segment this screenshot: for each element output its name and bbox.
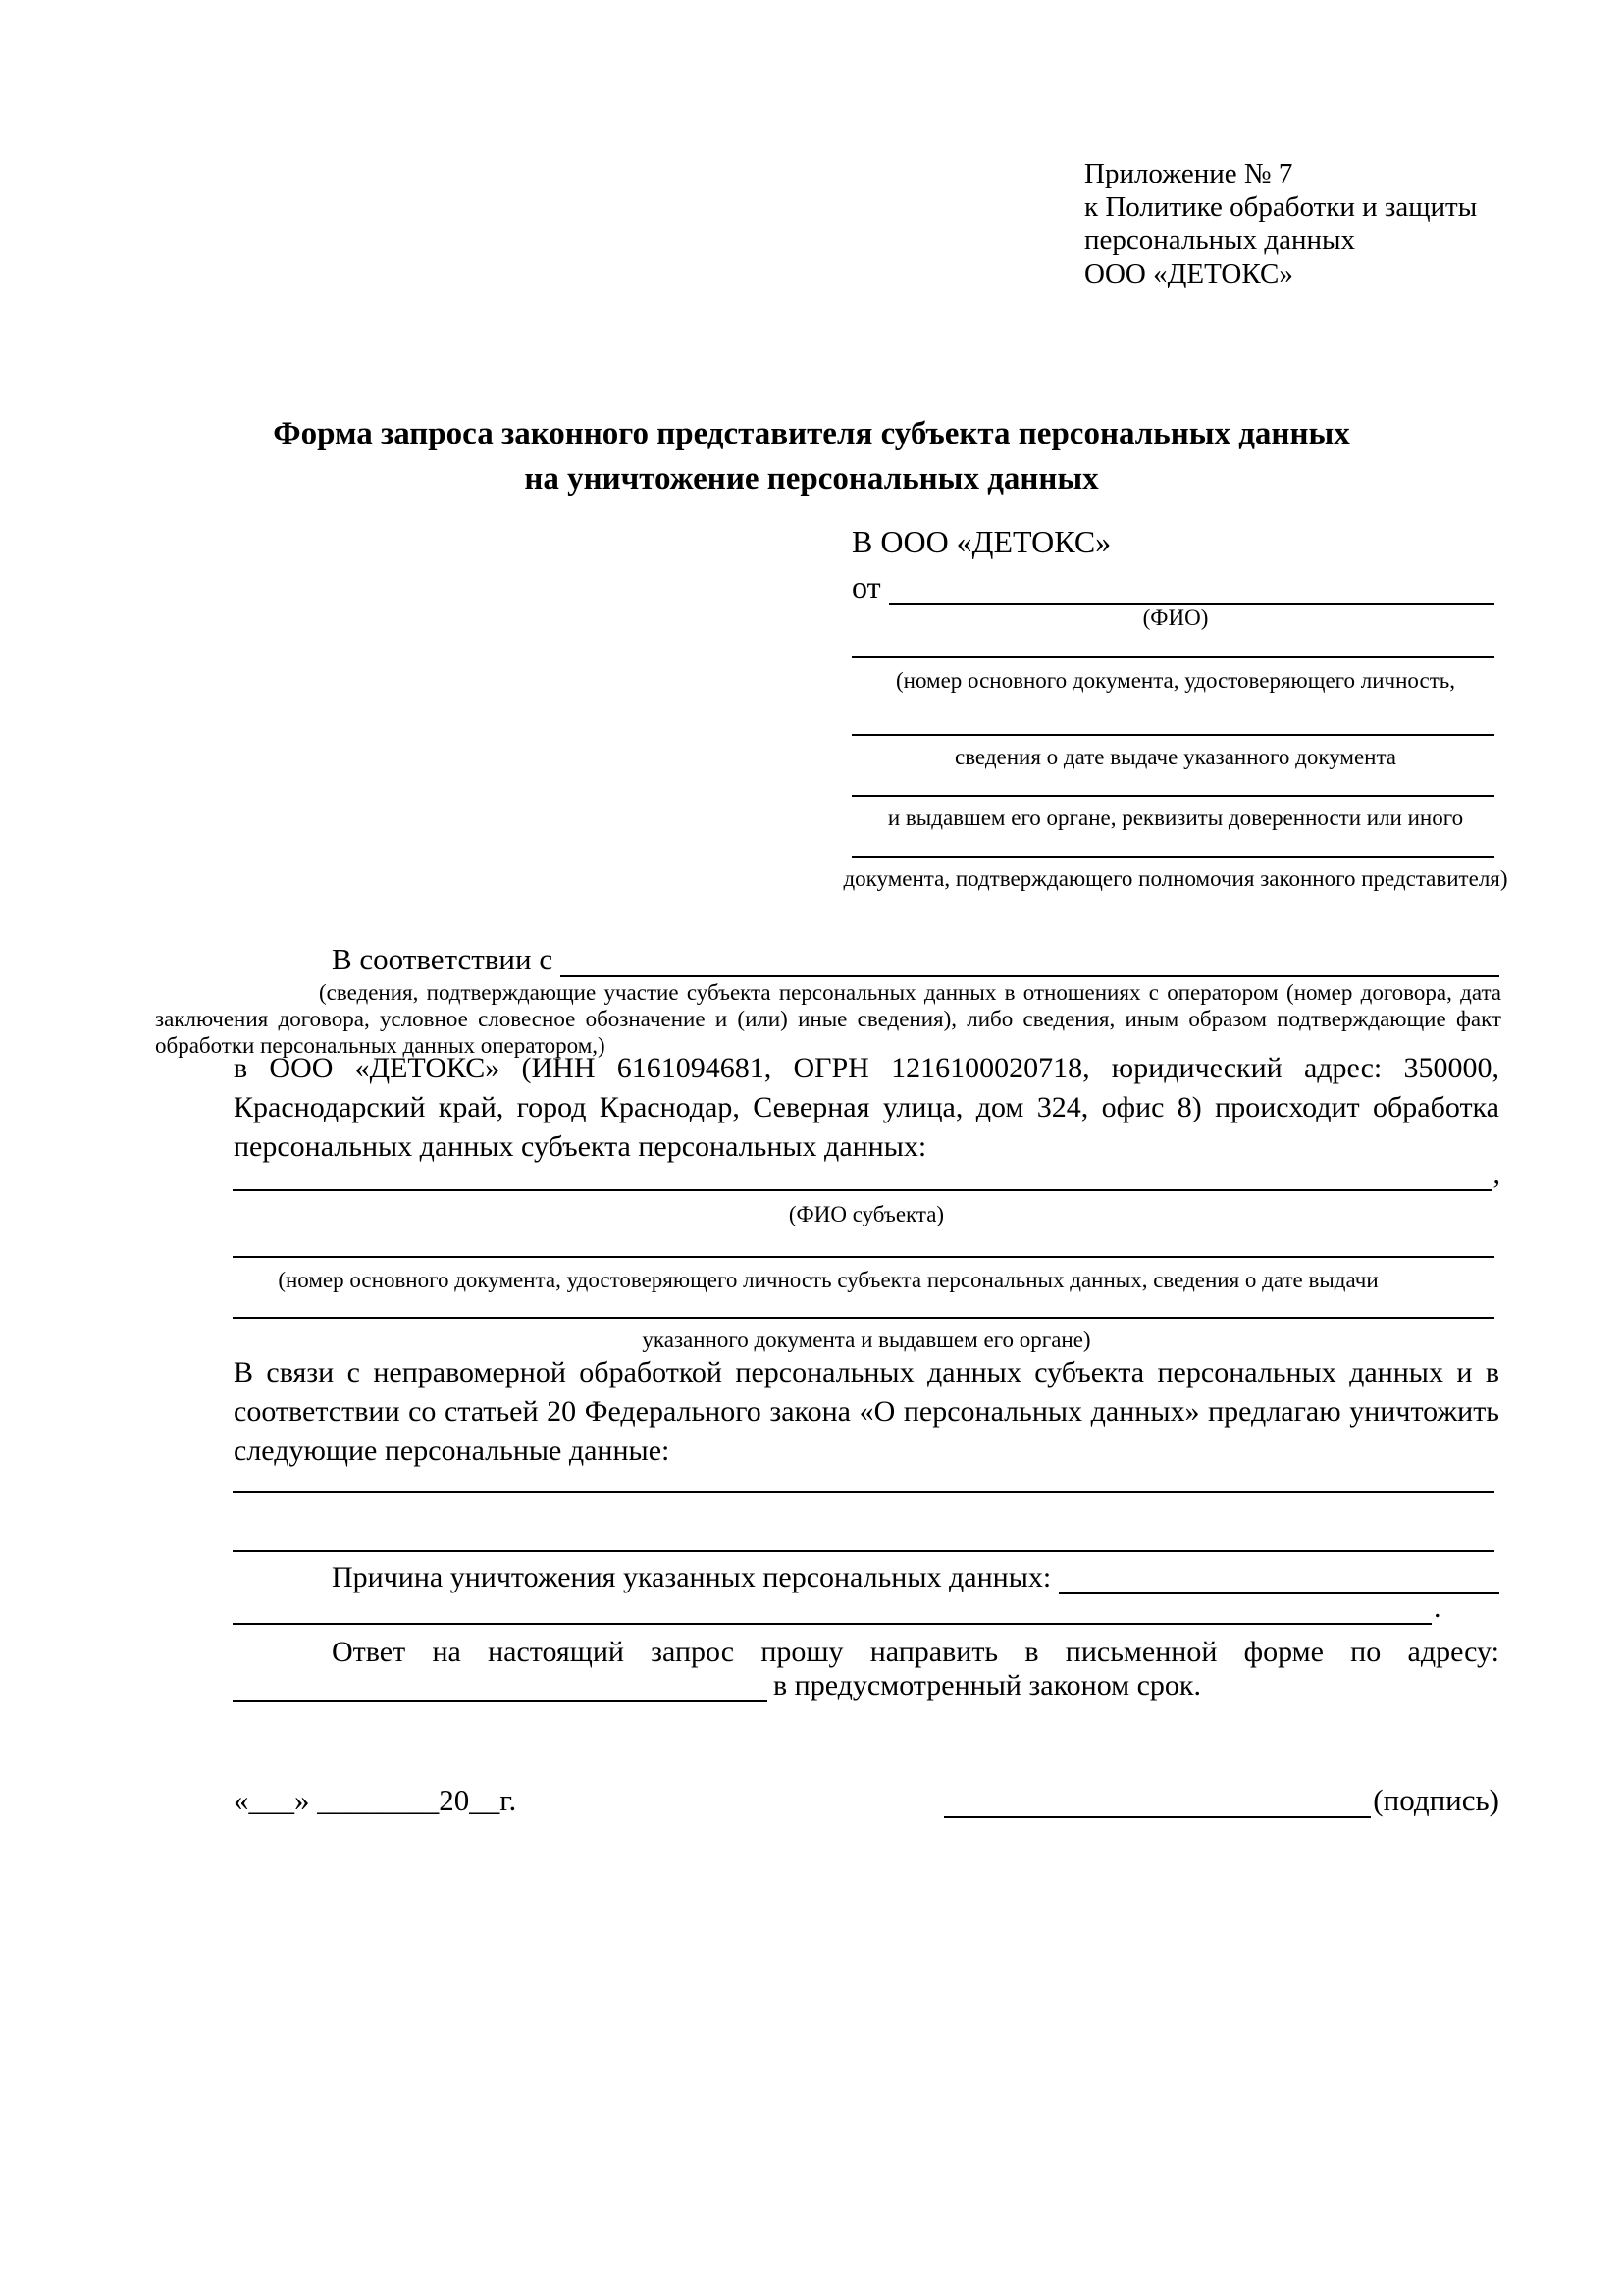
appendix-line-1: Приложение № 7 [1084, 158, 1293, 189]
trailing-comma: , [1492, 1158, 1500, 1190]
id-doc-input-line-1[interactable] [852, 656, 1494, 658]
addressee-to-line: В ООО «ДЕТОКС» [852, 524, 1112, 559]
appendix-block [1084, 157, 1516, 290]
id-doc-input-line-2[interactable] [852, 734, 1494, 736]
accordance-row [234, 938, 1499, 977]
accordance-input-line[interactable] [560, 975, 1499, 977]
date-input-line[interactable]: «___» ________20__г. [234, 1783, 517, 1817]
form-title [95, 411, 1528, 501]
reason-continuation-row [233, 1588, 1500, 1625]
destroy-data-input-line-2[interactable] [233, 1550, 1494, 1552]
id-doc-input-line-3[interactable] [852, 795, 1494, 797]
id-doc-caption-2: сведения о дате выдаче указанного документа [954, 745, 1397, 769]
appendix-line-2: к Политике обработки и защиты [1084, 191, 1478, 223]
subject-fio-caption: (ФИО субъекта) [788, 1202, 945, 1226]
term-row [233, 1667, 1500, 1702]
id-doc-input-line-4[interactable] [852, 856, 1494, 858]
from-row [852, 566, 1494, 605]
subject-doc-caption-1: (номер основного документа, удостоверяющего личность субъекта персональных данных, сведения о дате выдачи [278, 1268, 1379, 1292]
from-label: от [852, 569, 881, 604]
signature-caption: (подпись) [1373, 1783, 1499, 1817]
operator-paragraph: в ООО «ДЕТОКС» (ИНН 6161094681, ОГРН 1216100020718, юридический адрес: 350000, Краснодарский край, город Краснодар, Северная улица, дом 324, офис 8) происходит обработка персональных данных субъекта персональных данных: [234, 1052, 1499, 1163]
id-doc-caption-3: и выдавшем его органе, реквизиты доверенности или иного [887, 806, 1464, 830]
term-text: в предусмотренный законом срок. [773, 1669, 1201, 1701]
subject-fio-input-line[interactable] [233, 1189, 1492, 1191]
subject-doc-input-line-2[interactable] [233, 1317, 1494, 1319]
id-doc-caption-1: (номер основного документа, удостоверяющего личность, [895, 668, 1455, 693]
subject-doc-caption-2: указанного документа и выдавшем его органе) [642, 1328, 1091, 1352]
subject-doc-input-line-1[interactable] [233, 1256, 1494, 1258]
subject-fio-row [233, 1154, 1500, 1191]
address-input-line[interactable] [233, 1700, 767, 1702]
destroy-data-input-line-1[interactable] [233, 1491, 1494, 1493]
id-doc-caption-4: документа, подтверждающего полномочия законного представителя) [843, 866, 1508, 891]
appendix-line-3: персональных данных [1084, 225, 1356, 256]
signature-row [944, 1781, 1499, 1818]
trailing-period: . [1434, 1592, 1441, 1624]
form-title-line-1: Форма запроса законного представителя субъекта персональных данных [273, 416, 1350, 451]
fine-print-note: (сведения, подтверждающие участие субъекта персональных данных в отношениях с оператором (номер договора, дата заключения договора, условное словесное обозначение и (или) иные сведения), либо сведения, иным образом подтверждающие факт обработки персональных данных оператором,) [155, 980, 1501, 1058]
answer-request-line: Ответ на настоящий запрос прошу направить в письменной форме по адресу: [332, 1636, 1499, 1668]
fio-caption: (ФИО) [1142, 605, 1209, 630]
destruction-paragraph: В связи с неправомерной обработкой персональных данных субъекта персональных данных и в соответствии со статьей 20 Федерального закона «О персональных данных» предлагаю уничтожить следующие персональные данные: [234, 1356, 1499, 1467]
appendix-line-4: ООО «ДЕТОКС» [1084, 258, 1293, 289]
reason-continuation-input-line[interactable] [233, 1623, 1432, 1625]
form-title-line-2: на уничтожение персональных данных [524, 461, 1099, 496]
reason-label: Причина уничтожения указанных персональных данных: [332, 1561, 1052, 1593]
signature-input-line[interactable] [944, 1816, 1371, 1818]
accordance-label: В соответствии с [332, 942, 553, 976]
